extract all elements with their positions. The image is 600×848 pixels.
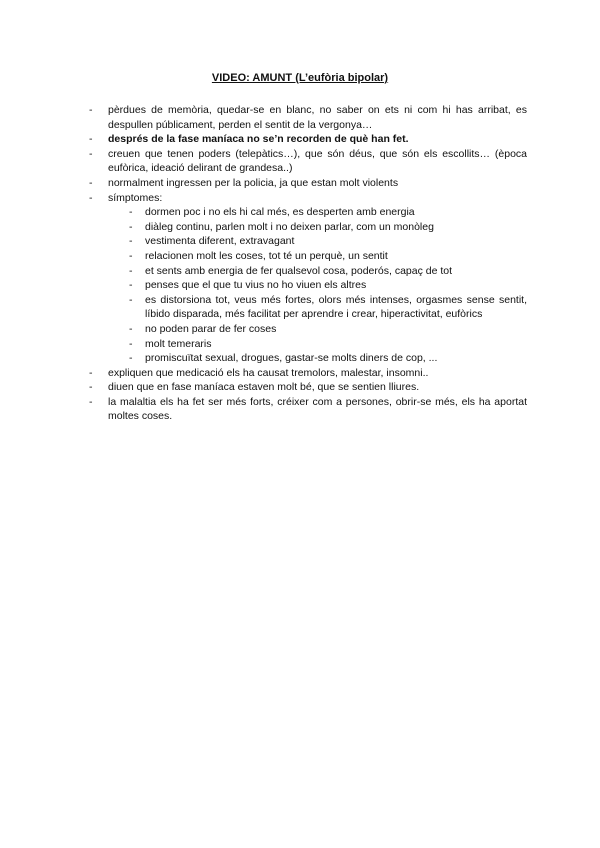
item-text: expliquen que medicació els ha causat tremolors, malestar, insomni.. [108, 366, 429, 379]
sublist-item [108, 234, 527, 249]
sublist-item [108, 220, 527, 235]
bullet-dash: - [129, 293, 133, 306]
item-text: creuen que tenen poders (telepàtics…), que són déus, que són els escollits… (època eufòrica, ideació delirant de grandesa..) [108, 147, 527, 175]
list-item [87, 132, 527, 147]
list-item [87, 366, 527, 381]
item-text: la malaltia els ha fet ser més forts, créixer com a persones, obrir-se més, els ha aportat moltes coses. [108, 395, 527, 423]
bullet-dash: - [89, 366, 93, 379]
bullet-dash: - [89, 176, 93, 189]
bullet-dash: - [129, 279, 133, 292]
sublist-item [108, 278, 527, 293]
item-text-bold: després de la fase maníaca no se’n recorden de què han fet. [108, 133, 409, 146]
subitem-text: vestimenta diferent, extravagant [145, 235, 295, 248]
symptoms-sublist [108, 205, 527, 366]
sublist-item [108, 205, 527, 220]
subitem-text: relacionen molt les coses, tot té un perquè, un sentit [145, 249, 388, 262]
notes-list [87, 103, 527, 424]
bullet-dash: - [129, 220, 133, 233]
subitem-text: es distorsiona tot, veus més fortes, olors més intenses, orgasmes sense sentit, líbido disparada, més facilitat per aprendre i crear, hiperactivitat, eufòrics [145, 293, 527, 321]
list-item [87, 176, 527, 191]
bullet-dash: - [129, 322, 133, 335]
item-text: diuen que en fase maníaca estaven molt bé, que se sentien lliures. [108, 381, 420, 394]
subitem-text: dormen poc i no els hi cal més, es desperten amb energia [145, 206, 415, 219]
subitem-text: molt temeraris [145, 337, 212, 350]
bullet-dash: - [89, 147, 93, 160]
subitem-text: no poden parar de fer coses [145, 322, 277, 335]
subitem-text: penses que el que tu vius no ho viuen els altres [145, 279, 367, 292]
sublist-item [108, 264, 527, 279]
sublist-item [108, 351, 527, 366]
list-item [87, 380, 527, 395]
bullet-dash: - [89, 133, 93, 146]
bullet-dash: - [89, 381, 93, 394]
item-text: símptomes: [108, 191, 163, 204]
list-item-symptoms [87, 191, 527, 366]
subitem-text: diàleg continu, parlen molt i no deixen parlar, com un monòleg [145, 220, 434, 233]
sublist-item [108, 322, 527, 337]
bullet-dash: - [129, 249, 133, 262]
sublist-item [108, 337, 527, 352]
bullet-dash: - [129, 352, 133, 365]
bullet-dash: - [129, 235, 133, 248]
bullet-dash: - [129, 264, 133, 277]
bullet-dash: - [129, 337, 133, 350]
bullet-dash: - [89, 395, 93, 408]
bullet-dash: - [89, 104, 93, 116]
subitem-text: et sents amb energia de fer qualsevol cosa, poderós, capaç de tot [145, 264, 453, 277]
list-item [87, 103, 527, 132]
document-title: VIDEO: AMUNT (L’eufòria bipolar) [211, 72, 389, 84]
sublist-item [108, 293, 527, 322]
bullet-dash: - [129, 206, 133, 219]
list-item [87, 147, 527, 176]
list-item [87, 395, 527, 424]
item-text: pèrdues de memòria, quedar-se en blanc, no saber on ets ni com hi has arribat, es despullen públicament, perden el sentit de la vergonya… [108, 104, 527, 131]
sublist-item [108, 249, 527, 264]
item-text: normalment ingressen per la policia, ja que estan molt violents [108, 176, 399, 189]
bullet-dash: - [89, 191, 93, 204]
subitem-text: promiscuïtat sexual, drogues, gastar-se molts diners de cop, ... [145, 352, 438, 365]
